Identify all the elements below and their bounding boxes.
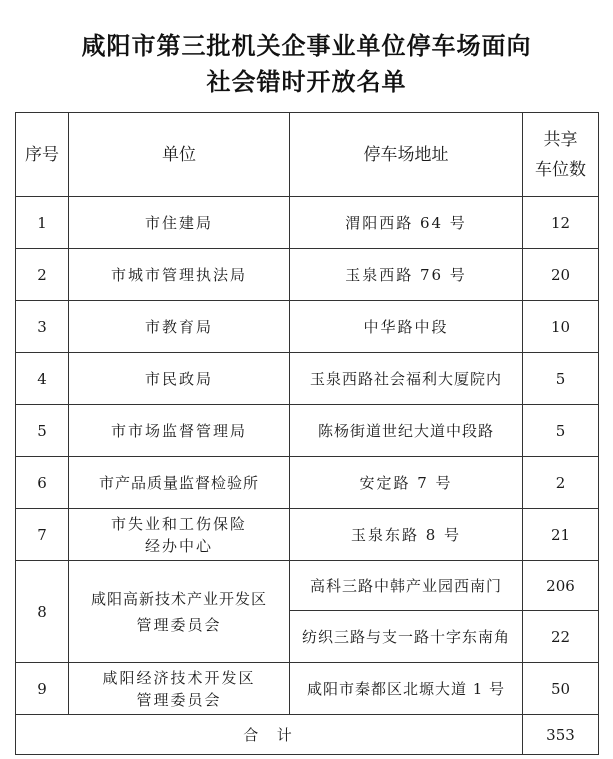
table-row bbox=[16, 353, 599, 405]
header-address: 停车场地址 bbox=[290, 113, 523, 197]
row-unit-line1: 咸阳经济技术开发区 bbox=[102, 668, 256, 687]
total-value: 353 bbox=[523, 715, 599, 755]
row-index: 3 bbox=[16, 301, 69, 353]
row-unit bbox=[69, 509, 290, 561]
table-header-row bbox=[16, 113, 599, 197]
row-unit: 市住建局 bbox=[69, 197, 290, 249]
row-unit: 市产品质量监督检验所 bbox=[69, 457, 290, 509]
row-unit-line2: 管理委员会 bbox=[136, 615, 222, 634]
table-row bbox=[16, 561, 599, 611]
row-unit: 市教育局 bbox=[69, 301, 290, 353]
row-index: 1 bbox=[16, 197, 69, 249]
table-row bbox=[16, 457, 599, 509]
row-address: 咸阳市秦都区北塬大道 1 号 bbox=[290, 663, 523, 715]
row-address: 高科三路中韩产业园西南门 bbox=[290, 561, 523, 611]
header-spaces-line1: 共享 bbox=[543, 129, 578, 150]
row-spaces: 21 bbox=[523, 509, 599, 561]
row-unit: 市民政局 bbox=[69, 353, 290, 405]
table-total-row bbox=[16, 715, 599, 755]
row-address: 陈杨街道世纪大道中段路 bbox=[290, 405, 523, 457]
table-row bbox=[16, 509, 599, 561]
row-spaces: 20 bbox=[523, 249, 599, 301]
row-spaces: 5 bbox=[523, 353, 599, 405]
row-unit bbox=[69, 561, 290, 663]
row-index: 4 bbox=[16, 353, 69, 405]
document-title-line1: 咸阳市第三批机关企事业单位停车场面向 bbox=[81, 32, 532, 60]
row-index: 5 bbox=[16, 405, 69, 457]
row-address: 玉泉西路社会福利大厦院内 bbox=[290, 353, 523, 405]
row-unit: 市市场监督管理局 bbox=[69, 405, 290, 457]
row-index: 9 bbox=[16, 663, 69, 715]
row-unit-line1: 咸阳高新技术产业开发区 bbox=[90, 589, 267, 608]
row-address: 安定路 7 号 bbox=[290, 457, 523, 509]
row-address: 渭阳西路 64 号 bbox=[290, 197, 523, 249]
row-unit-line2: 管理委员会 bbox=[136, 690, 222, 709]
row-spaces: 22 bbox=[523, 611, 599, 663]
row-unit-line1: 市失业和工伤保险 bbox=[110, 514, 247, 533]
row-unit: 市城市管理执法局 bbox=[69, 249, 290, 301]
row-index: 8 bbox=[16, 561, 69, 663]
row-address: 玉泉西路 76 号 bbox=[290, 249, 523, 301]
table-row bbox=[16, 301, 599, 353]
table-row bbox=[16, 405, 599, 457]
table-row bbox=[16, 663, 599, 715]
row-unit bbox=[69, 663, 290, 715]
row-index: 7 bbox=[16, 509, 69, 561]
row-index: 6 bbox=[16, 457, 69, 509]
header-unit: 单位 bbox=[69, 113, 290, 197]
row-address: 纺织三路与支一路十字东南角 bbox=[290, 611, 523, 663]
document-title-line2: 社会错时开放名单 bbox=[206, 68, 407, 96]
header-spaces-line2: 车位数 bbox=[535, 159, 586, 180]
table-row bbox=[16, 249, 599, 301]
row-spaces: 50 bbox=[523, 663, 599, 715]
row-spaces: 206 bbox=[523, 561, 599, 611]
row-unit-line2: 经办中心 bbox=[144, 536, 213, 555]
header-index: 序号 bbox=[16, 113, 69, 197]
row-spaces: 5 bbox=[523, 405, 599, 457]
row-spaces: 10 bbox=[523, 301, 599, 353]
table-row bbox=[16, 197, 599, 249]
row-spaces: 2 bbox=[523, 457, 599, 509]
row-address: 玉泉东路 8 号 bbox=[290, 509, 523, 561]
row-address: 中华路中段 bbox=[290, 301, 523, 353]
header-spaces bbox=[523, 113, 599, 197]
row-index: 2 bbox=[16, 249, 69, 301]
parking-list-table bbox=[15, 112, 599, 755]
row-spaces: 12 bbox=[523, 197, 599, 249]
total-label: 合 计 bbox=[16, 715, 523, 755]
